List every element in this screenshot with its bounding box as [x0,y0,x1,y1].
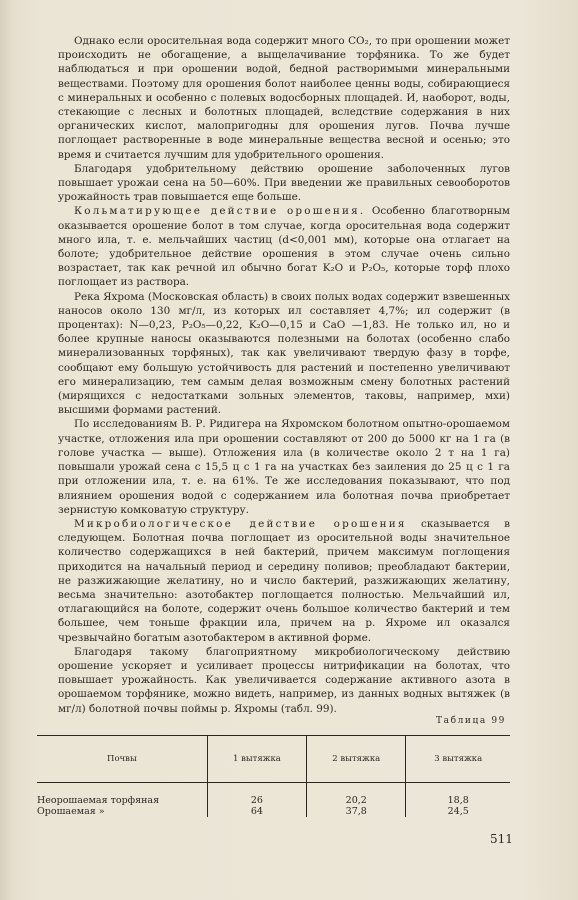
paragraph-3-spaced-title: Кольматирующее действие орошения. [74,205,366,218]
paragraph-3 [58,204,510,289]
paragraph-6-body: сказывается в следующем. Болотная почва поглощает из оросительной воды значительное количество содержащихся в ней бактерий, причем максимум поглощения приходится на начальный период и середину поливов; преобладают бактерии, не разжижающие желатину, но и число бактерий, разжижающих желатину, весьма значительно: азотобактер поглощается полностью. Мельчайший ил, отлагающийся на болоте, содержит очень большое количество бактерий и тем большее, чем тоньше фракции ила, причем на р. Яхроме ил оказался чрезвычайно богатым азотобактером в активной форме. [58,517,511,644]
paragraph-6-spaced-title: Микробиологическое действие орошения [74,517,407,530]
paragraph-4: Река Яхрома (Московская область) в своих полых водах содержит взвешенных наносов около 130 мг/л, из которых ил составляет 4,7%; ил содержит (в процентах): N—0,23, P₂O₅—0,22, K₂O—0,15 и CaO —1,83. Не только ил, но и более крупные наносы оказываются полезными на болотах (особенно слабо минерализованных торфяных), так как увеличивают твердую фазу в торфе, сообщают ему большую устойчивость для растений и постепенно увеличивают его минерализацию, тем самым делая возможным смену болотных растений (мирящихся с недостатками зольных элементов, таковы, например, мхи) высшими формами растений. [58,290,510,417]
table-header-row [37,736,510,783]
table-cell-soil: Неорошаемая торфяная [37,795,160,806]
table-header-extract-1: 1 вытяжка [207,736,306,783]
table-row [37,806,510,817]
paragraph-2: Благодаря удобрительному действию орошение заболоченных лугов повышает урожаи сена на 50—60%. При введении же правильных севооборотов урожайность трав повышается еще больше. [58,162,510,204]
paragraph-6 [58,517,510,645]
table-cell: 18,8 [406,783,510,807]
paragraph-1: Однако если оросительная вода содержит много CO₂, то при орошении может происходить не обогащение, а выщелачивание торфяника. То же будет наблюдаться и при орошении водой, бедной растворимыми минеральными веществами. Поэтому для орошения болот наиболее ценны воды, собирающиеся с минеральных и особенно с полевых водосборных площадей. И, наоборот, воды, стекающие с лесных и болотных площадей, вследствие содержания в них органических кислот, малопригодны для орошения лугов. Почва лучше поглощает растворенные в воде минеральные вещества весной и осенью; это время и считается лучшим для удобрительного орошения. [58,35,510,161]
table-99 [37,735,510,817]
table-cell: 20,2 [307,783,406,807]
table-cell: 24,5 [406,806,510,817]
table-header-extract-3: 3 вытяжка [406,736,510,783]
paragraph-5: По исследованиям В. Р. Ридигера на Яхромском болотном опытно-орошаемом участке, отложения ила при орошении составляют от 200 до 5000 кг на 1 га (в голове участка — выше). Отложения ила (в количестве около 2 т на 1 га) повышали урожай сена с 15,5 ц с 1 га на участках без заиления до 25 ц с 1 га при отложении ила, т. е. на 61%. Те же исследования показывают, что под влиянием орошения водой с содержанием ила болотная почва приобретает зернистую комковатую структуру. [58,418,510,516]
table-cell: 64 [207,806,306,817]
paragraph-3-body: Особенно благотворным оказывается орошение болот в том случае, когда оросительная вода содержит много ила, т. е. мельчайших частиц (d<0,001 мм), которые она отлагает на болоте; удобрительное действие орошения в этом случае очень сильно возрастает, так как речной ил обычно богат K₂O и P₂O₅, которые торф плохо поглощает из раствора. [58,205,510,289]
table-header-extract-2: 2 вытяжка [307,736,406,783]
table-cell: 26 [207,783,306,807]
table-row [37,783,510,807]
paragraph-7: Благодаря такому благоприятному микробиологическому действию орошение ускоряет и усиливает процессы нитрификации на болотах, что повышает урожайность. Как увеличивается содержание активного азота в орошаемом торфянике, можно видеть, например, из данных водных вытяжек (в мг/л) болотной почвы поймы р. Яхромы (табл. 99). [58,645,510,715]
table-header-soils: Почвы [37,736,207,783]
page-number: 511 [490,832,513,846]
body-text [58,34,510,716]
table-cell: 37,8 [307,806,406,817]
table-caption: Таблица 99 [436,716,506,726]
table-cell-soil: Орошаемая » [37,806,105,817]
